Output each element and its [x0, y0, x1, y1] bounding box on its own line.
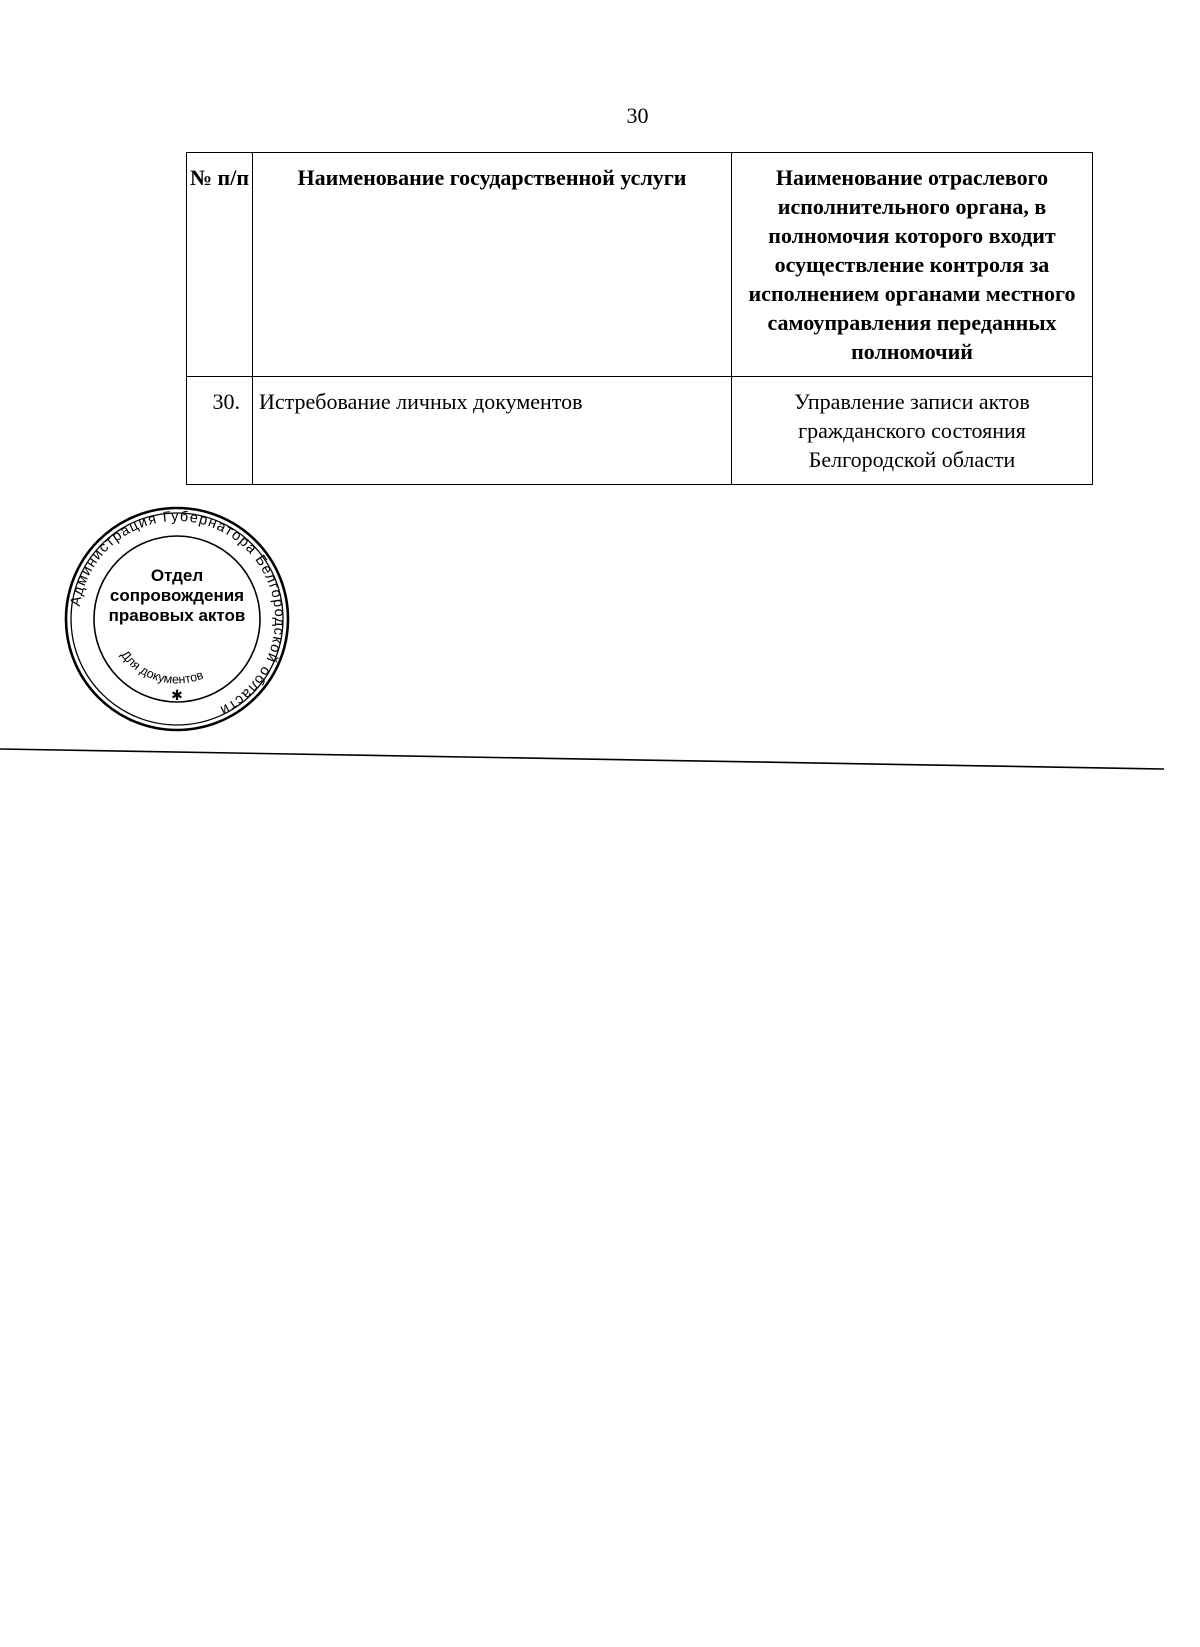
header-service: Наименование государственной услуги — [253, 153, 732, 377]
page-number: 30 — [626, 103, 649, 128]
row-num: 30. — [187, 377, 253, 485]
row-agency: Управление записи актов гражданского состояния Белгородской области — [732, 377, 1093, 485]
header-agency: Наименование отраслевого исполнительного органа, в полномочия которого входит осуществление контроля за исполнением органами местного самоуправления переданных полномочий — [732, 153, 1093, 377]
table-row — [187, 377, 1093, 485]
svg-text:✱: ✱ — [171, 687, 183, 703]
row-service: Истребование личных документов — [253, 377, 732, 485]
official-stamp — [62, 504, 292, 734]
stamp-bottom-text: Для документов — [118, 647, 206, 687]
table-header-row — [187, 153, 1093, 377]
header-num: № п/п — [187, 153, 253, 377]
services-table — [186, 152, 1093, 485]
bottom-divider-line — [0, 748, 1164, 772]
stamp-center-text: Отдел сопровождения правовых актов — [108, 566, 246, 625]
stamp-ring-text: Администрация Губернатора Белгородской области — [67, 508, 288, 719]
svg-text:Для документов — [118, 648, 206, 687]
